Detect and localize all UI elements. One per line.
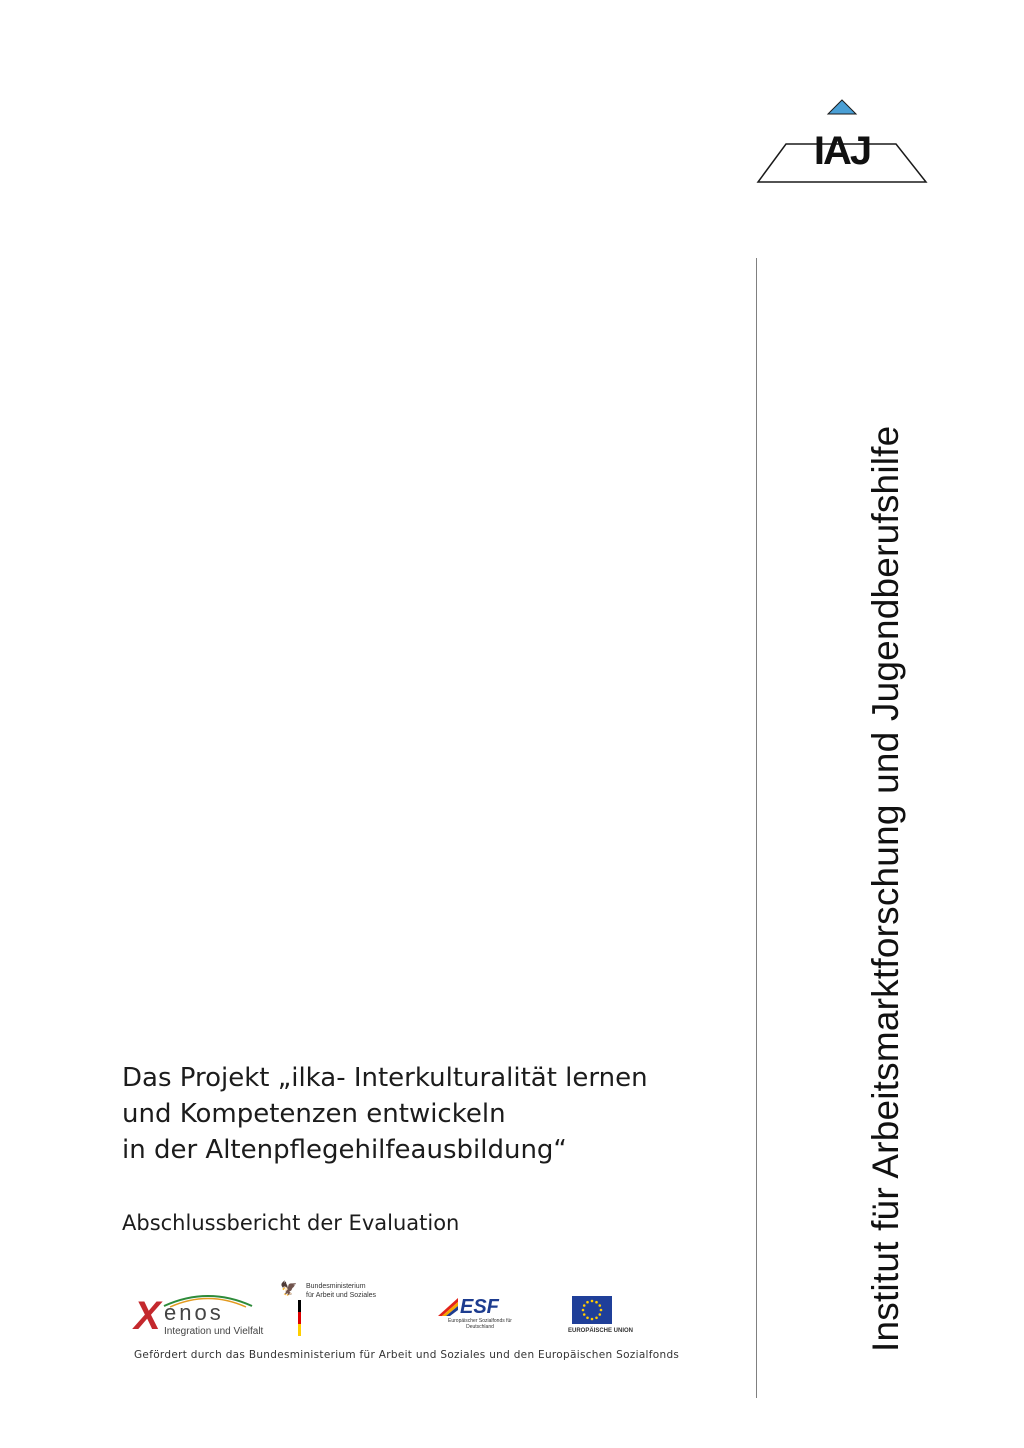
eu-label: EUROPÄISCHE UNION <box>568 1328 634 1334</box>
xenos-tagline: Integration und Vielfalt <box>164 1326 264 1337</box>
iaj-logo <box>756 98 928 186</box>
sponsor-logos <box>120 1270 720 1350</box>
eu-flag-icon <box>572 1296 612 1324</box>
xenos-logo <box>134 1292 264 1342</box>
xenos-mark: X <box>134 1294 161 1338</box>
bmas-line: für Arbeit und Soziales <box>306 1292 377 1299</box>
xenos-word: enos <box>164 1300 224 1325</box>
esf-wave-icon <box>438 1298 460 1318</box>
report-title <box>122 1060 742 1168</box>
report-title-line: in der Altenpflegehilfeausbildung“ <box>122 1135 567 1165</box>
esf-logo <box>438 1296 522 1336</box>
bmas-label <box>306 1282 376 1300</box>
esf-word: ESF <box>460 1296 499 1318</box>
german-flag-icon <box>298 1300 301 1336</box>
vertical-divider <box>756 258 757 1398</box>
institute-name: Institut für Arbeitsmarktforschung und Jugendberufshilfe <box>865 425 906 1352</box>
federal-eagle-icon: 🦅 <box>280 1281 298 1297</box>
report-title-line: und Kompetenzen entwickeln <box>122 1099 506 1129</box>
bmas-logo <box>280 1280 400 1334</box>
esf-tagline: Europäischer Sozialfonds für Deutschland <box>448 1318 512 1330</box>
report-subtitle: Abschlussbericht der Evaluation <box>122 1211 460 1235</box>
report-title-line: Das Projekt „ilka- Interkulturalität lernen <box>122 1063 648 1093</box>
iaj-logo-text: IAJ <box>813 129 871 173</box>
iaj-logo-icon <box>756 98 928 186</box>
bmas-line: Bundesministerium <box>306 1283 366 1290</box>
funding-note: Gefördert durch das Bundesministerium für Arbeit und Soziales und den Europäischen Sozialfonds <box>134 1349 680 1361</box>
eu-logo <box>568 1294 652 1336</box>
